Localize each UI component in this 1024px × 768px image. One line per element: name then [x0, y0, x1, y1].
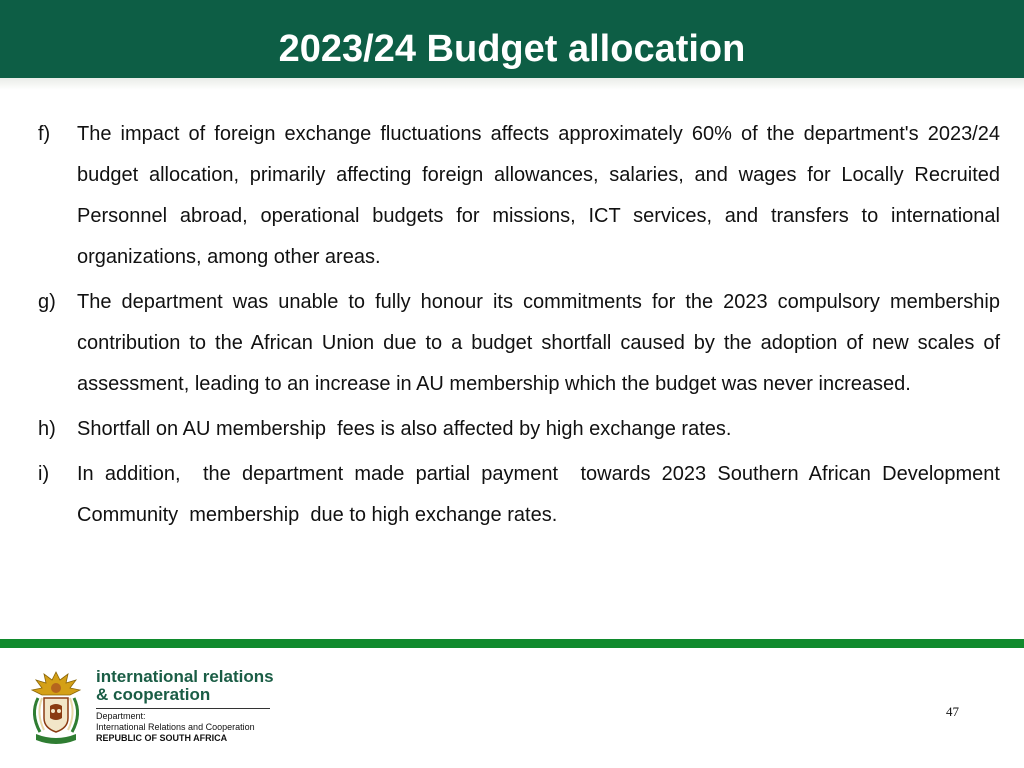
- department-logo: [24, 668, 284, 752]
- page-number: 47: [946, 704, 959, 719]
- brand-line-1: international relations: [96, 667, 274, 686]
- list-item-text: The department was unable to fully honour its commitments for the 2023 compulsory membership contribution to the African Union due to a budget shortfall caused by the adoption of new scales of assessment, leading to an increase in AU membership which the budget was never increased.: [77, 291, 1006, 395]
- list-item: [0, 282, 1024, 405]
- list-item-text: In addition, the department made partial payment towards 2023 Southern African Development Community membership due to high exchange rates.: [77, 463, 1006, 526]
- list-item: [0, 454, 1024, 536]
- department-caption: [96, 711, 255, 744]
- title-bar-shadow: [0, 78, 1024, 90]
- footer-divider: [0, 639, 1024, 648]
- list-marker: g): [38, 291, 56, 313]
- list-item: [0, 409, 1024, 450]
- list-item-text: Shortfall on AU membership fees is also affected by high exchange rates.: [77, 418, 732, 440]
- brand-line-2: & cooperation: [96, 685, 211, 704]
- list-marker: f): [38, 123, 51, 145]
- bullet-list: [0, 114, 1024, 540]
- list-item: [0, 114, 1024, 278]
- slide-title: 2023/24 Budget allocation: [278, 28, 746, 70]
- south-africa-coat-of-arms-icon: [24, 668, 88, 750]
- dept-name: International Relations and Cooperation: [96, 722, 255, 732]
- list-marker: h): [38, 418, 56, 440]
- brand-rule: [96, 708, 270, 709]
- dept-label: Department:: [96, 711, 146, 721]
- country-name: REPUBLIC OF SOUTH AFRICA: [96, 733, 228, 743]
- list-item-text: The impact of foreign exchange fluctuations affects approximately 60% of the department's 2023/24 budget allocation, primarily affecting foreign allowances, salaries, and wages for Locally Recruited Personnel abroad, operational budgets for missions, ICT services, and transfers to international organizations, among other areas.: [77, 123, 1006, 268]
- list-marker: i): [38, 463, 50, 485]
